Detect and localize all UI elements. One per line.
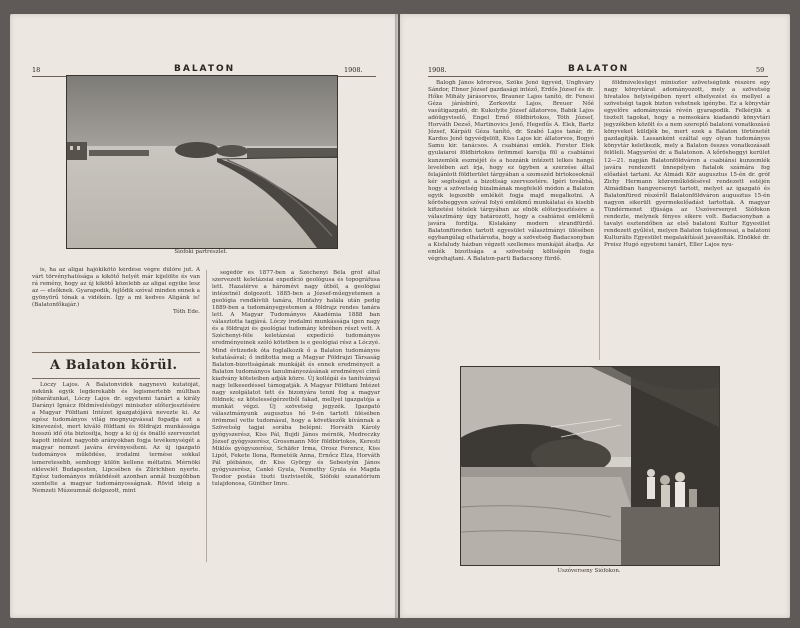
section-heading: A Balaton körül. — [50, 358, 178, 373]
left-col1-paragraph-b: Lóczy Lajos. A Balatonvidék nagynevű kutatóját, nekünk egyik legderekabb és legismertebb múltban jóbarátunkat, Lóczy Lajos dr. egyetemi tanárt a király Darányi Ignácz földmívelésügyi miniszter előterjesztésére a Magyar Földtani Intézet igazgatójává nevezte ki. Az egész tudományos világ megnyugvással fogadja ezt a kinevezést, mert kiváló földtani és földrajzi munkássága hosszú idő óta biztosítja, hogy a ki új és önálló szervezetet kapott intézet nagyobb arányokban fogja tevékenységét a magyar nemzet javára érvényesíteni. Az új igazgató tudományos működése, irodalmi termése sokkal ismeretesebb, semhogy külön kellene méltatni. Mérnöki oklevelét Budapesten, Lipcsében és Zürichben nyerte. Egész tudományos működését azonban annál buzgóbban szentelte a magyar tudományosságnak. Rövid ideig a Nemzeti Múzeumnál dolgozott, mint — [32, 382, 200, 494]
left-col1-text-b — [32, 382, 200, 562]
right-col2-paragraph: földmívelésügyi miniszter szövetségünk részére egy nagy könyvtárat adományozott, mely a szövetség hivatalos helyiségében nyert elhelyezést és mellyel a szövetségi tagok bizton vehetnek igénybe. Ez a könyvtár egyelőre adományozás révén gyarapodik. Felkérjük a tisztelt tagokat, hogy a nemsokára kiadandó könyvtári jegyzékben közölt és a nem szereplő balatoni vonatkozású könyveket küldjék be, mert ezek a Balaton történetét gazdagítják. Lassanként ezáltal egy olyan tudományos könyvtár keletkezik, mely a Balaton összes vonatkozásait felöleli. Magyarósi dr. a Balatonon. A kőrösheggyi kerület 12—21. napján Balatonföldváron a csabiánsi kunzemlék javára rendezett ünnepélyen fiatalok számára fog előadást tartani. Az Almádi Kör augusztus 15-én dr. gróf Zichy Hermann közreműködésével rendezett estéjén Almádiban hangversenyt tartott, melyet az igazgató és Balatonfüred részéről Balatonföldváron augusztus 15-én nagyon sikerült gyermekelőadást tartottak. A magyar Tündérmenet ifjúsága az Uszóversenyet Siófokon rendezte, melynek fényes sikere volt. Badacsonyban a tavalyi esztendőben az első balatoni Kultur Egyesület rendezett gyűlést, melyen Balaton tulajdonosai, a balatoni Kulturális Egyesület megalakítását javasolták. Elnökké dr. Preisz Hugó egyetemi tanárt, Eller Lajos nyu- — [604, 80, 770, 249]
left-col2-text — [212, 270, 380, 562]
left-page-number: 18 — [32, 66, 41, 74]
siofok-shore-illustration — [67, 76, 337, 248]
right-running-title: BALATON — [568, 64, 630, 74]
right-page-number: 59 — [756, 66, 765, 74]
right-column-rule — [599, 80, 600, 360]
right-page-header — [428, 64, 768, 77]
right-col1-text — [428, 80, 594, 360]
right-photo-caption: Uszóverseny Siófokon. — [557, 568, 621, 574]
left-col1-text-a — [32, 267, 200, 349]
left-col2-paragraph: segédőr és 1877-ben a Széchenyi Béla gróf által szervezett keletázsiai expedíció geológusa és topográfusa lett. Hazatérve a háromévi nagy útból, a geológiai intézetnél dolgozott. 1885-ben a József-műegyetemen a geológia rendkívüli tanára, Hunfalvy halála után pedig 1889-ben a tudományegyetemen a földrajz rendes tanára lett. A Magyar Tudományos Akadémia 1888 ban választotta tagjává. Lóczy irodalmi munkássága igen nagy és a földrajzi és geológiai tudomány körében részt vett. A Széchenyi-féle keletázsiai expedíció tudományos eredményeinek szóló kötetben is e geológiai rész a Lóczyé. Mind évtizedek óta foglalkozik ő a Balaton tudományos kutatásával; ő indította meg a Magyar Földrajzi Társaság Balaton-bizottságának munkáját és ennek eredményeit a Balaton tudományos tanulmányozásának eredményei című kiadvány köteteiben adják közre. Új kollégái és tanítványai nagy lelkesedéssel támogatják. A Magyar Földtani Intézet nagy szolgálatot tett és bizonyára tenni fog a magyar földnek; ez kötelességérzetből fakad, mellyel igazgatója a munkát végzi. Új szövetség jegyzék. Igazgató választmányunk augusztus hó 9-én tartott ülésében örömmel vette tudomásul, hogy a következők kívánnak a Szövetség tagjai sorába belépni: Horváth Károly gyógyszerész, Kiss Pál, Bujdi János mérnök, Medreczky József gyógyszerész, Grossmann Mór földbirtokos, Keresti Miklós gyógyszerész, Schäfer Irma, Orosz Ferencz, Kiss Lipót, Fekete Ilona, Remetéik Anna, Ernőcz Elza, Horváth Pál plébános, dr. Kiss György és Sebestyén János gyógyszerész, Cankó Gyula, Nemethy Gyula és Magda Teodor postás tiszti tisztviselők, Siófoki szanatórium tulajdonosa, Günther Imre. — [212, 270, 380, 488]
section-divider — [32, 352, 200, 353]
siofok-shore-photo — [66, 75, 338, 249]
left-page-year: 1908. — [344, 66, 363, 74]
right-page-year: 1908. — [428, 66, 447, 74]
right-col1-paragraph: Balogh János körorvos, Szőke Jenő ügyvéd, Unghváry Sándor, Ebner József gazdasági intéző, Erdős József és dr. Hőke Mihály járásorvos, Brauner Lajos tanító, dr. Fenesi Géza járásbíró, Zerkovitz Lajos, Breuer Nőé vasútigazgató, dr. Kukolyite József állatorvos, Babik Lajos adóügyviselő, Engel Ernő földbirtokos, Tóth József, Horváth Dezső, Martinovics Jenő, Hegedűs A. Elek, Bartz József, Kárpáti Géza tanító, dr. Szabó Lajos tanár, dr. Kardos Jenő ügyvédjelölt, Kiss Lajos kir. állatorvos, Bogyó Samu kir. tanácsos. A csabiánsi emlék. Forster Elek gyulaiaroi földbirtokos örömmel karolja föl a csabiánsi kunzemlék eszméjét és a hozzánk intézett lelkes hangú levelében azt írja, hogy ez ügyben a szerzése által felajánlott földterület tárgyában a szomszéd birtokosoknál kér segítséget a bizottság szervezetére. Igéri továbbá, hogy a szövetség bizalmának megfelelő módon a Balaton egyik legszebb emlékét fogja majd megalkotni. A kőrösheggyen szóval folyó emlékmű munkálatai és kisebb kifizetési tételek tárgyában az elnök előterjesztésére a választmány úgy határozott, hogy a csabiánsi emlékmű javára fordítja. Kislakány modern strandfürdő. Balatonfüreden tartott egyesület választmányi ülésében egybangúlag elhatározta, hogy a szövetség Badacsonyban a Kisfaludy házban végzett szellemes munkáját átadja. Az emlék bizottsága a szövetség költségén fogja végrehajtani. A Balaton-parti Badacsony fürdő. — [428, 80, 594, 263]
left-col1-paragraph-a: is, ha az aligai hajókikötő kérdése végre dűlőre jut. A várt törvényhatósága a kikötő helyét már kijelölte és van rá remény, hogy az új kikötő közelebb az aligai egyike lesz az — elsőknek. Gyarapodik, fejlődik szóval minden ennek a gyönyörű tónak a vidékén. Így a mi kedves Aligánk is! (Balatonfőkajár.) — [32, 267, 200, 309]
swimming-race-illustration — [461, 367, 719, 565]
left-running-title: BALATON — [174, 64, 236, 74]
left-photo-caption: Siófoki partrészlet. — [174, 249, 228, 255]
right-page — [400, 14, 790, 618]
right-col2-text — [604, 80, 770, 360]
swimming-race-photo — [460, 366, 720, 566]
section-divider-bottom — [32, 378, 200, 379]
left-page — [10, 14, 398, 618]
left-column-rule — [206, 270, 207, 562]
left-col1-signature: Tóth Ede. — [172, 309, 200, 316]
